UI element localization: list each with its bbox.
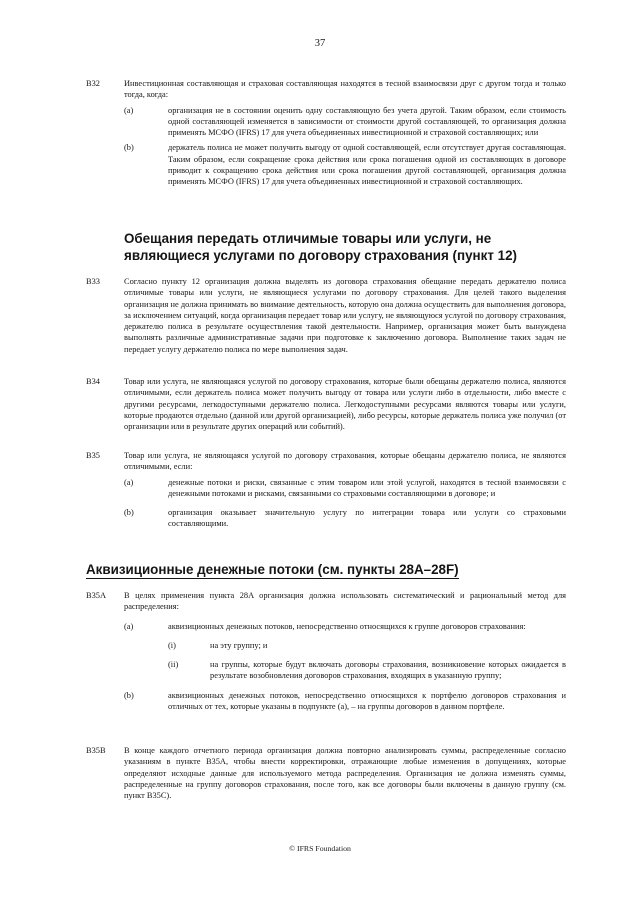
- list-item: [124, 105, 566, 139]
- list-item: [124, 142, 566, 187]
- list-item: [124, 477, 566, 500]
- paragraph-text: В конце каждого отчетного периода организация должна повторно анализировать суммы, распределенные согласно указаниям в пункте B35A, чтобы внести корректировки, отражающие любые изменения в допущениях, которые определяют исходные данные для используемого метода распределения. Организация не должна изменять суммы, распределенные на группу договоров страхования, после того, как все договоры были включены в данную группу (см. пункт B35C).: [124, 746, 566, 801]
- section-heading-text: Аквизиционные денежные потоки (см. пункты 28A–28F): [86, 562, 459, 577]
- paragraph-id: B35A: [86, 591, 107, 600]
- paragraph-id: B32: [86, 79, 100, 88]
- subitem-text: на эту группу; и: [210, 640, 268, 650]
- paragraph-text: Товар или услуга, не являющаяся услугой по договору страхования, которые обещаны держателю полиса, не являются отличимыми, если:: [124, 451, 566, 472]
- item-label: (b): [124, 143, 134, 153]
- item-text: аквизиционных денежных потоков, непосредственно относящихся к портфелю договоров страхования и отличных от тех, которые указаны в подпункте (a), – на группы договоров в данном портфеле.: [168, 690, 566, 712]
- item-label: (a): [124, 621, 134, 631]
- sub-list-item: [168, 640, 566, 651]
- paragraph-id: B34: [86, 377, 100, 386]
- sub-list-item: [168, 659, 566, 682]
- list-item: [124, 507, 566, 530]
- paragraph-b34: [0, 376, 640, 432]
- paragraph-b35a: [0, 590, 640, 712]
- item-text: аквизиционных денежных потоков, непосредственно относящихся к группе договоров страхования:: [168, 621, 526, 631]
- list-item: [124, 621, 566, 682]
- paragraph-b35b: [0, 745, 640, 801]
- paragraph-text: Инвестиционная составляющая и страховая составляющая находятся в тесной взаимосвязи друг с другом тогда и только тогда, когда:: [124, 79, 566, 100]
- paragraph-text: В целях применения пункта 28A организация должна использовать систематический и рациональный метод для распределения:: [124, 591, 566, 612]
- item-label: (a): [124, 105, 134, 115]
- item-text: денежные потоки и риски, связанные с этим товаром или этой услугой, находятся в тесной взаимосвязи с денежными потоками и рисками, связанными со страховыми составляющими в договоре; и: [168, 477, 566, 498]
- subitem-text: на группы, которые будут включать договоры страхования, возникновение которых ожидается в результате возобновления договоров страхования, входящих в указанную группу;: [210, 660, 566, 681]
- subitem-label: (ii): [168, 660, 179, 670]
- item-label: (a): [124, 477, 134, 487]
- paragraph-b33: [0, 276, 640, 355]
- list-item: [124, 690, 566, 713]
- page-number: 37: [314, 38, 326, 49]
- footer-copyright: © IFRS Foundation: [289, 844, 351, 853]
- section-heading-2: [86, 562, 566, 578]
- item-text: держатель полиса не может получить выгоду от одной составляющей, если отсутствует другая составляющая. Таким образом, если сокращение срока действия или срока погашения одной из составляющих в договоре приводит к сокращению срока действия или срока погашения другой составляющей, организация должна применять МСФО (IFRS) 17 для учета объединенных инвестиционной и страховой составляющих.: [168, 143, 566, 187]
- section-heading: Обещания передать отличимые товары или услуги, не являющиеся услугами по договору страхования (пункт 12): [124, 231, 517, 263]
- paragraph-id: B33: [86, 277, 100, 286]
- paragraph-b35: [0, 450, 640, 530]
- subitem-label: (i): [168, 640, 176, 650]
- paragraph-text: Согласно пункту 12 организация должна выделять из договора страхования обещание передать держателю полиса отличимые товары или услуги, не являющиеся услугами по договору страхования. Для целей такого выделения организация не должна принимать во внимание деятельность, которую она должна осуществить для выполнения договора, за исключением ситуаций, когда организация передает товар или услугу, не являющуюся услугой по договору страхования, держателю полиса в результате осуществления такой деятельности. Например, организация может быть вынуждена выполнять различные административные задачи при подготовке к заключению договора. Выполнение таких задач не передает услугу держателю полиса по мере выполнения задач.: [124, 277, 566, 354]
- item-text: организация оказывает значительную услугу по интеграции товара или услуги со страховыми составляющими.: [168, 508, 566, 529]
- paragraph-b32: [0, 78, 640, 188]
- item-text: организация не в состоянии оценить одну составляющую без учета другой. Таким образом, если стоимость одной составляющей изменяется в зависимости от стоимости другой составляющей, то организация должна применять МСФО (IFRS) 17 для учета объединенных инвестиционной и страховой составляющих; или: [168, 105, 566, 138]
- item-label: (b): [124, 508, 134, 518]
- paragraph-text: Товар или услуга, не являющаяся услугой по договору страхования, которые были обещаны держателю полиса, являются отличимыми, если держатель полиса может получить выгоду от товара или услуги либо в отдельности, либо вместе с другими ресурсами, легкодоступными держателю полиса. Легкодоступными ресурсами являются товары или услуги, которые продаются отдельно (данной или другой организацией), либо ресурсы, которые держатель полиса уже получил (от организации или в результате других операций или событий).: [124, 377, 566, 432]
- item-label: (b): [124, 690, 134, 700]
- paragraph-id: B35B: [86, 746, 106, 755]
- paragraph-id: B35: [86, 451, 100, 460]
